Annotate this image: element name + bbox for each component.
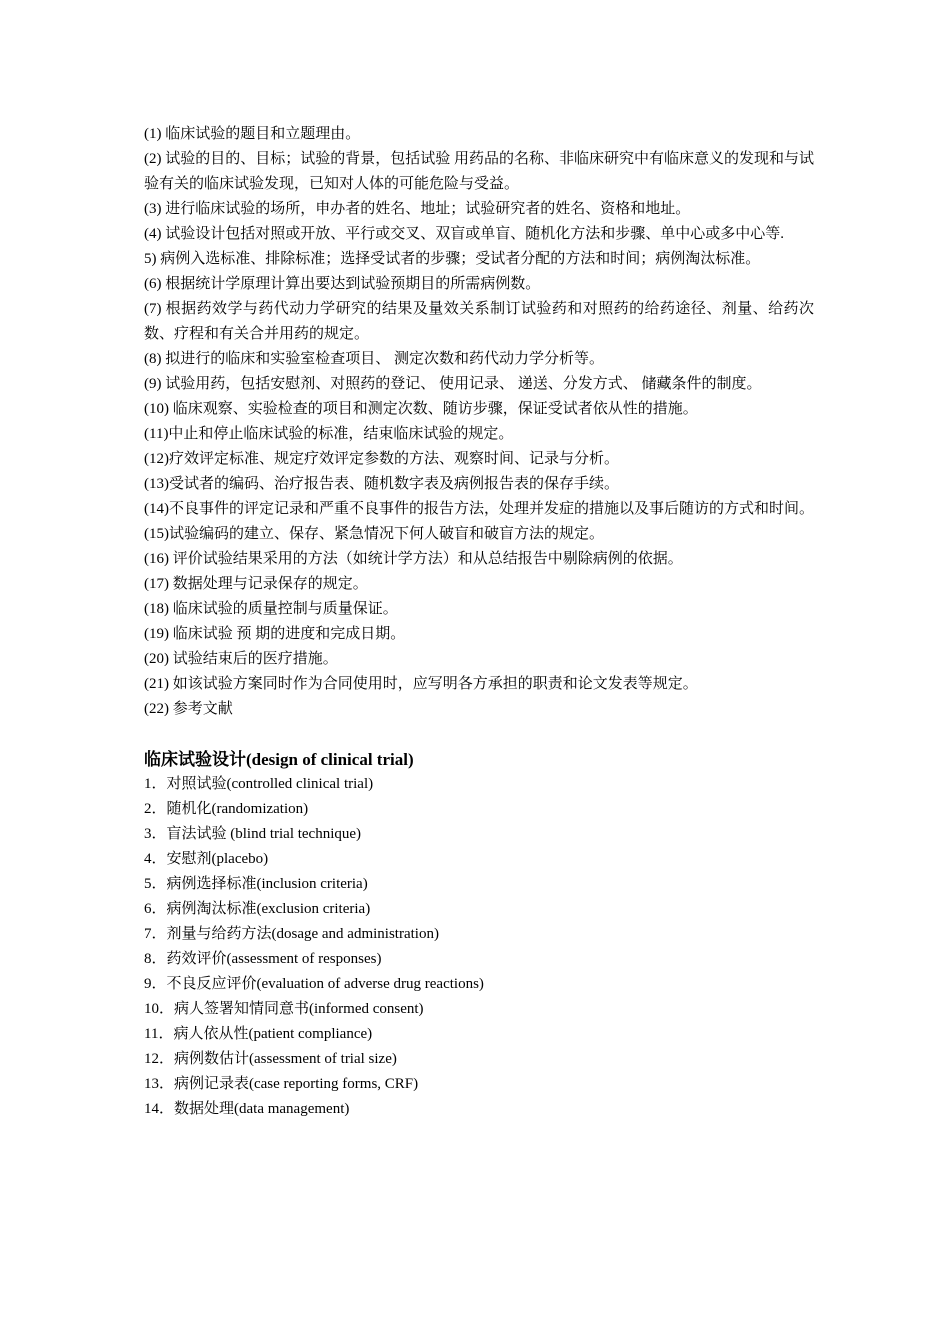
design-list-item: 8．药效评价(assessment of responses) xyxy=(144,951,382,967)
protocol-item: (9) 试验用药，包括安慰剂、对照药的登记、 使用记录、 递送、分发方式、 储藏条件的制度。 xyxy=(144,376,762,392)
protocol-item: (11)中止和停止临床试验的标准，结束临床试验的规定。 xyxy=(144,426,514,442)
design-list-item: 7．剂量与给药方法(dosage and administration) xyxy=(144,926,439,942)
protocol-item: (12)疗效评定标准、规定疗效评定参数的方法、观察时间、记录与分析。 xyxy=(144,451,619,467)
protocol-item: (15)试验编码的建立、保存、紧急情况下何人破盲和破盲方法的规定。 xyxy=(144,526,604,542)
protocol-item: (16) 评价试验结果采用的方法（如统计学方法）和从总结报告中剔除病例的依据。 xyxy=(144,551,683,567)
design-list-item: 4．安慰剂(placebo) xyxy=(144,851,269,867)
protocol-item: (20) 试验结束后的医疗措施。 xyxy=(144,651,338,667)
document-page xyxy=(144,122,814,1122)
protocol-item: (21) 如该试验方案同时作为合同使用时，应写明各方承担的职责和论文发表等规定。 xyxy=(144,676,698,692)
protocol-item: (1) 临床试验的题目和立题理由。 xyxy=(144,126,361,142)
design-list-item: 14．数据处理(data management) xyxy=(144,1101,350,1117)
design-list xyxy=(144,772,814,1122)
protocol-item: (3) 进行临床试验的场所，申办者的姓名、地址；试验研究者的姓名、资格和地址。 xyxy=(144,201,691,217)
protocol-item: (8) 拟进行的临床和实验室检查项目、 测定次数和药代动力学分析等。 xyxy=(144,351,604,367)
design-list-item: 13．病例记录表(case reporting forms, CRF) xyxy=(144,1076,419,1092)
protocol-item: (13)受试者的编码、治疗报告表、随机数字表及病例报告表的保存手续。 xyxy=(144,476,619,492)
design-list-item: 10．病人签署知情同意书(informed consent) xyxy=(144,1001,424,1017)
protocol-item: (6) 根据统计学原理计算出要达到试验预期目的所需病例数。 xyxy=(144,276,541,292)
protocol-item: (4) 试验设计包括对照或开放、平行或交叉、双盲或单盲、随机化方法和步骤、单中心或多中心等. xyxy=(144,226,784,242)
protocol-item: (22) 参考文献 xyxy=(144,701,233,717)
protocol-item: (17) 数据处理与记录保存的规定。 xyxy=(144,576,368,592)
design-list-item: 2．随机化(randomization) xyxy=(144,801,309,817)
protocol-item: (2) 试验的目的、目标；试验的背景，包括试验 用药品的名称、非临床研究中有临床意义的发现和与试验有关的临床试验发现，已知对人体的可能危险与受益。 xyxy=(144,151,814,192)
design-list-item: 11．病人依从性(patient compliance) xyxy=(144,1026,373,1042)
design-list-item: 3．盲法试验 (blind trial technique) xyxy=(144,826,362,842)
protocol-item: (18) 临床试验的质量控制与质量保证。 xyxy=(144,601,398,617)
protocol-item: (7) 根据药效学与药代动力学研究的结果及量效关系制订试验药和对照药的给药途径、剂量、给药次数、疗程和有关合并用药的规定。 xyxy=(144,301,814,342)
design-list-item: 9．不良反应评价(evaluation of adverse drug reactions) xyxy=(144,976,484,992)
protocol-list xyxy=(144,122,814,722)
protocol-item: (10) 临床观察、实验检查的项目和测定次数、随访步骤，保证受试者依从性的措施。 xyxy=(144,401,698,417)
protocol-item: 5) 病例入选标准、排除标准；选择受试者的步骤；受试者分配的方法和时间；病例淘汰标准。 xyxy=(144,251,761,267)
protocol-item: (19) 临床试验 预 期的进度和完成日期。 xyxy=(144,626,406,642)
design-list-item: 5．病例选择标准(inclusion criteria) xyxy=(144,876,368,892)
design-list-item: 12．病例数估计(assessment of trial size) xyxy=(144,1051,397,1067)
design-list-item: 1．对照试验(controlled clinical trial) xyxy=(144,776,374,792)
design-list-item: 6．病例淘汰标准(exclusion criteria) xyxy=(144,901,371,917)
design-heading: 临床试验设计(design of clinical trial) xyxy=(144,750,414,769)
section-gap xyxy=(144,722,814,747)
protocol-item: (14)不良事件的评定记录和严重不良事件的报告方法，处理并发症的措施以及事后随访的方式和时间。 xyxy=(144,501,814,517)
